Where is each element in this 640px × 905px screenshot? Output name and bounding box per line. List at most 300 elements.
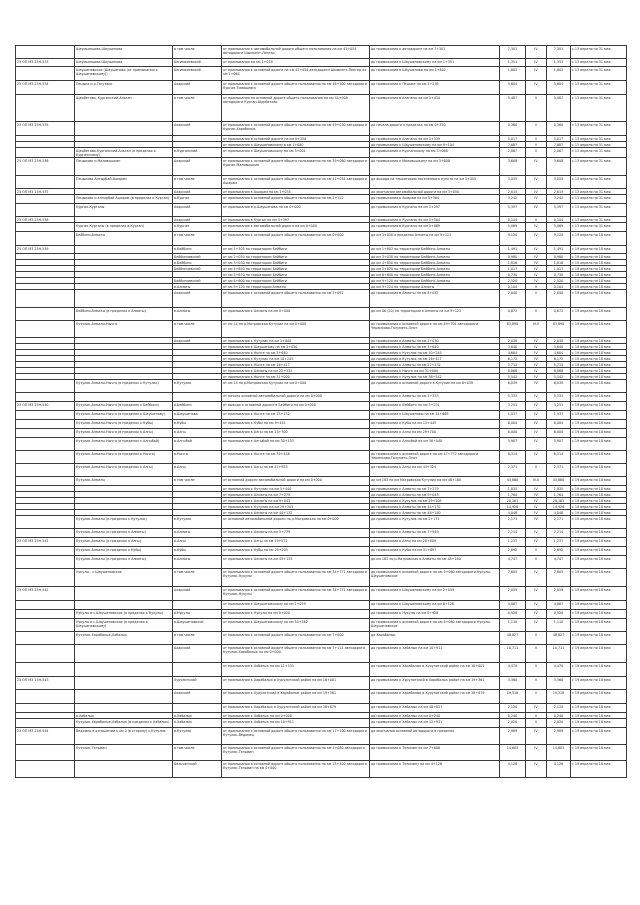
- restriction-period-cell: с 13 апреля по 31 мая: [571, 46, 627, 59]
- restriction-period-cell: с 19 апреля по 18 мая: [571, 728, 627, 745]
- section-end-cell: до примыкания к Алматы на км 2+030: [370, 338, 500, 344]
- section-end-cell: до примыкания к Алматы на км 7+279: [370, 486, 500, 492]
- length-total-cell: 6,004: [500, 420, 526, 429]
- restriction-period-cell: с 19 апреля по 18 мая: [571, 321, 627, 338]
- section-end-cell: до примыкания к Бейбиги на км 3+251: [370, 402, 500, 411]
- road-category-cell: IV: [526, 350, 547, 356]
- section-start-cell: от примыкания к основной дороге общего пользования на км 7+111 автодороги Кутулик-Харабалык на км 0+000: [222, 645, 370, 663]
- table-row: [16, 158, 627, 176]
- restricted-length-cell: 1,537: [547, 411, 571, 420]
- section-end-cell: до примыкания к Нукулы на км 0+928: [370, 610, 500, 619]
- district-cell: в том числе: [173, 745, 222, 761]
- road-code-cell: [16, 529, 75, 538]
- section-end-cell: до примыкания к Алматы на км 7+949: [370, 529, 500, 538]
- table-row: [16, 477, 627, 486]
- road-code-cell: 25 ОП МЗ 25Н-544: [16, 728, 75, 745]
- section-end-cell: до примыкания в Алаганы на км 5+339: [370, 136, 500, 142]
- section-start-cell: от примыкания к Алматы на км 43+133: [222, 556, 370, 569]
- road-category-cell: IV: [526, 176, 547, 189]
- district-cell: Ахарский: [173, 189, 222, 195]
- section-end-cell: до примыкания к Шаушеновскому на км 2+059: [370, 587, 500, 601]
- restricted-length-cell: 0,672: [547, 308, 571, 321]
- road-code-cell: [16, 67, 75, 81]
- district-cell: в том числе: [173, 477, 222, 486]
- restricted-length-cell: 2,171: [547, 516, 571, 529]
- restriction-period-cell: с 19 апреля по 18 мая: [571, 610, 627, 619]
- length-total-cell: 14,928: [500, 504, 526, 510]
- section-start-cell: от примыкания к Алматы на км 22+132: [222, 368, 370, 374]
- section-end-cell: до примыкания к Курганскому на км 5+068: [370, 148, 500, 158]
- road-category-cell: IV: [526, 158, 547, 176]
- road-category-cell: IV: [526, 223, 547, 232]
- restricted-length-cell: 2,520: [547, 278, 571, 284]
- restriction-period-cell: с 19 апреля по 18 мая: [571, 510, 627, 516]
- district-cell: [173, 663, 222, 677]
- road-code-cell: [16, 438, 75, 451]
- district-cell: Ахарский: [173, 690, 222, 704]
- road-category-cell: V: [526, 95, 547, 122]
- road-name-cell: Ведомец в отношении к км 0 (в сторону) с.Кутулик: [75, 728, 173, 745]
- length-total-cell: 4,048: [500, 510, 526, 516]
- length-total-cell: 3,055: [500, 176, 526, 189]
- length-total-cell: 5,604: [500, 81, 526, 95]
- restricted-length-cell: 10,711: [547, 645, 571, 663]
- road-category-cell: IV: [526, 59, 547, 67]
- road-category-cell: IV: [526, 380, 547, 393]
- road-code-cell: [16, 232, 75, 246]
- length-total-cell: 5,542: [500, 374, 526, 380]
- restricted-length-cell: 3,360: [547, 677, 571, 690]
- table-row: [16, 59, 627, 67]
- section-start-cell: от км 4+850 по территории Бейбиги: [222, 266, 370, 272]
- road-name-cell: Кутулик-Харабалык-Хабалык: [75, 632, 173, 645]
- restricted-length-cell: 7,687: [547, 142, 571, 148]
- road-name-cell: Кутулик-Алматы (в пределах к Кубы): [75, 547, 173, 556]
- restriction-period-cell: с 19 апреля по 18 мая: [571, 587, 627, 601]
- road-name-cell: Кутулик-Алматы-Нычга: [75, 321, 173, 338]
- district-cell: в.Кутулик: [173, 380, 222, 393]
- section-end-cell: до примыкания к Кутулик на км 2+171: [370, 516, 500, 529]
- road-category-cell: IV: [526, 420, 547, 429]
- table-row: [16, 420, 627, 429]
- road-code-cell: [16, 477, 75, 486]
- restriction-period-cell: с 19 апреля по 18 мая: [571, 350, 627, 356]
- district-cell: в.Шаушеновское: [173, 619, 222, 632]
- road-category-cell: V: [526, 142, 547, 148]
- district-cell: в.Курган: [173, 223, 222, 232]
- district-cell: в.Курганский: [173, 148, 222, 158]
- road-name-cell: Кутулик-Алматы (в пределах к Алматы): [75, 556, 173, 569]
- length-total-cell: 2,030: [500, 338, 526, 344]
- table-row: [16, 223, 627, 232]
- length-total-cell: 1,835: [500, 486, 526, 492]
- table-row: [16, 719, 627, 728]
- section-start-cell: от примыкания на основной дороге общего пользования на км 44+909 автодороги Курган-Щербетово: [222, 95, 370, 122]
- restriction-period-cell: с 19 апреля по 18 мая: [571, 529, 627, 538]
- restricted-length-cell: 9,120: [547, 232, 571, 246]
- restriction-period-cell: с 13 апреля по 31 мая: [571, 204, 627, 217]
- restriction-period-cell: с 19 апреля по 18 мая: [571, 402, 627, 411]
- restriction-period-cell: с 19 апреля по 18 мая: [571, 477, 627, 486]
- restriction-period-cell: с 13 апреля по 31 мая: [571, 176, 627, 189]
- length-total-cell: 0,104: [500, 217, 526, 223]
- section-end-cell: до примыкания к Харабалык в Хурулитский район на км 16+001: [370, 663, 500, 677]
- table-row: [16, 704, 627, 713]
- restriction-period-cell: с 19 апреля по 18 мая: [571, 492, 627, 498]
- table-row: [16, 601, 627, 610]
- road-category-cell: IV: [526, 362, 547, 368]
- restriction-period-cell: с 19 апреля по 18 мая: [571, 438, 627, 451]
- road-name-cell: [75, 677, 173, 690]
- length-total-cell: 6,039: [500, 380, 526, 393]
- road-name-cell: Кутулик-Алматы-Нычга (в пределах к Кутулик): [75, 380, 173, 393]
- restricted-length-cell: 7,301: [547, 46, 571, 59]
- restricted-length-cell: 6,172: [547, 356, 571, 362]
- section-end-cell: до примыкания к Хабалык на км 48+827: [370, 704, 500, 713]
- length-total-cell: 0,730: [500, 272, 526, 278]
- length-total-cell: 0,980: [500, 254, 526, 260]
- road-category-cell: V: [526, 464, 547, 477]
- section-end-cell: до км 3+050 в пределах Алматы на км 9+121: [370, 232, 500, 246]
- restriction-period-cell: с 19 апреля по 18 мая: [571, 704, 627, 713]
- road-code-cell: [16, 704, 75, 713]
- restricted-length-cell: 1,110: [547, 619, 571, 632]
- road-category-cell: V: [526, 677, 547, 690]
- section-end-cell: до примыкания к Кутулик на км 29+205: [370, 498, 500, 504]
- road-category-cell: V: [526, 632, 547, 645]
- section-end-cell: до примыкания к Шаушеновскому на км 1+351: [370, 59, 500, 67]
- length-total-cell: 4,604: [500, 350, 526, 356]
- restriction-period-cell: с 13 апреля по 31 мая: [571, 136, 627, 142]
- road-category-cell: IV: [526, 411, 547, 420]
- road-category-cell: V: [526, 284, 547, 290]
- road-category-cell: IV: [526, 402, 547, 411]
- restricted-length-cell: 0,730: [547, 272, 571, 278]
- restriction-period-cell: с 19 апреля по 18 мая: [571, 690, 627, 704]
- length-total-cell: 0,928: [500, 610, 526, 619]
- district-cell: Ахарский: [173, 81, 222, 95]
- table-row: [16, 380, 627, 393]
- section-end-cell: до окончания автомобильной дороги на км 3+050: [370, 189, 500, 195]
- section-start-cell: от примыкания в р.Шаушенова на км 0+000: [222, 204, 370, 217]
- section-end-cell: до примыкания к Алматы на км 9+043: [370, 492, 500, 498]
- section-start-cell: от примыкания к Хурулитский в Харабалык район на км 19+361: [222, 690, 370, 704]
- restricted-length-cell: 6,004: [547, 420, 571, 429]
- road-name-cell: Кутулик-Алматы (в пределах к Алгы): [75, 538, 173, 547]
- restricted-length-cell: 0,980: [547, 254, 571, 260]
- section-end-cell: до примыкания к Шаушеновскому на км 9+104: [370, 142, 500, 148]
- road-name-cell: [75, 393, 173, 402]
- section-end-cell: до примыкания к Кутулик на км 10+245: [370, 350, 500, 356]
- road-category-cell: IV: [526, 569, 547, 587]
- district-cell: в том числе: [173, 176, 222, 189]
- section-end-cell: до примыкания к Пецыке на км 5+276: [370, 81, 500, 95]
- restricted-length-cell: 6,039: [547, 380, 571, 393]
- length-total-cell: 1,491: [500, 246, 526, 254]
- section-start-cell: от примыкания к основной дороге общего пользования на км 41+054 автодороги Ашарам: [222, 176, 370, 189]
- road-category-cell: IV: [526, 486, 547, 492]
- section-start-cell: от примыкания к Кутулик на км 1+000: [222, 338, 370, 344]
- road-code-cell: 25 ОП МЗ 25Н-538: [16, 217, 75, 223]
- restriction-period-cell: с 13 апреля по 31 мая: [571, 189, 627, 195]
- restricted-length-cell: 48,827: [547, 632, 571, 645]
- road-register-table: [15, 45, 627, 778]
- section-end-cell: до примыкания к Шаушеновскому на км 6+126: [370, 601, 500, 610]
- section-end-cell: до примыкания к Алматы на км 5+640: [370, 344, 500, 350]
- road-category-cell: IV: [526, 510, 547, 516]
- restriction-period-cell: с 19 апреля по 18 мая: [571, 344, 627, 350]
- district-cell: в том числе: [173, 321, 222, 338]
- district-cell: Ахарский: [173, 158, 222, 176]
- length-total-cell: 0,360: [500, 122, 526, 136]
- restriction-period-cell: с 13 апреля по 31 мая: [571, 95, 627, 122]
- road-category-cell: IV: [526, 46, 547, 59]
- length-total-cell: 1,764: [500, 492, 526, 498]
- length-total-cell: 7,687: [500, 142, 526, 148]
- length-total-cell: 1,802: [500, 67, 526, 81]
- table-row: [16, 204, 627, 217]
- section-end-cell: до примыкания в основной дороге в Кутулик на км 6+039: [370, 380, 500, 393]
- restriction-period-cell: с 19 апреля по 18 мая: [571, 260, 627, 266]
- road-name-cell: Кутулик-Тельмин: [75, 745, 173, 761]
- section-start-cell: от примыкания к Нукулы на км 0+000: [222, 610, 370, 619]
- road-code-cell: [16, 451, 75, 464]
- road-name-cell: [75, 290, 173, 308]
- section-start-cell: от примыкания к основной дороге общего пользования на км 5+092: [222, 290, 370, 308]
- road-category-cell: IV: [526, 254, 547, 260]
- road-code-cell: [16, 308, 75, 321]
- restricted-length-cell: 2,120: [547, 704, 571, 713]
- table-row: [16, 246, 627, 254]
- road-category-cell: IV: [526, 529, 547, 538]
- road-code-cell: [16, 176, 75, 189]
- section-start-cell: от примыкания к Алматы на км 7+279: [222, 492, 370, 498]
- section-start-cell: от примыкания к Хабалык на км 10+911: [222, 719, 370, 728]
- section-start-cell: от примыкания к Харабалык в Хурулитский район на км 38+879: [222, 704, 370, 713]
- section-start-cell: от примыкания к основной дороге на км 41+054 автодороги Шымкент-Ленгер на км 1+064: [222, 67, 370, 81]
- district-cell: Ахарский: [173, 587, 222, 601]
- district-cell: Бельчанский: [173, 761, 222, 778]
- district-cell: в.Хабалык: [173, 713, 222, 719]
- restricted-length-cell: 5,069: [547, 223, 571, 232]
- section-start-cell: от примыкания к основной дороге общего пользования на км 7+000: [222, 632, 370, 645]
- restriction-period-cell: с 19 апреля по 18 мая: [571, 232, 627, 246]
- section-start-cell: от основной дороги автомобильной дороги на км 0+000: [222, 477, 370, 486]
- table-row: [16, 632, 627, 645]
- restriction-period-cell: с 19 апреля по 18 мая: [571, 538, 627, 547]
- restriction-period-cell: с 13 апреля по 31 мая: [571, 195, 627, 204]
- road-category-cell: V: [526, 645, 547, 663]
- road-category-cell: IV: [526, 266, 547, 272]
- section-start-cell: от примыкания к Харабалык в Хурулитский район на км 16+001: [222, 677, 370, 690]
- restriction-period-cell: с 19 апреля по 18 мая: [571, 356, 627, 362]
- section-end-cell: до примыкания в Курганы на км 5+069: [370, 223, 500, 232]
- district-cell: в.Алматы: [173, 529, 222, 538]
- road-category-cell: IV: [526, 393, 547, 402]
- length-total-cell: 83,890: [500, 321, 526, 338]
- section-start-cell: от примыкания к Ашарам на км 1+035: [222, 189, 370, 195]
- road-code-cell: [16, 619, 75, 632]
- restricted-length-cell: 2,692: [547, 547, 571, 556]
- road-category-cell: IV: [526, 538, 547, 547]
- length-total-cell: 4,067: [500, 601, 526, 610]
- length-total-cell: 3,251: [500, 402, 526, 411]
- length-total-cell: 5,397: [500, 204, 526, 217]
- road-code-cell: [16, 321, 75, 338]
- district-cell: Бейбигиевский: [173, 278, 222, 284]
- length-total-cell: 3,640: [500, 344, 526, 350]
- district-cell: Ахарский: [173, 204, 222, 217]
- section-end-cell: до примыкания к Тельмину на км 4+126: [370, 761, 500, 778]
- restricted-length-cell: 3,608: [547, 158, 571, 176]
- length-total-cell: 14,603: [500, 745, 526, 761]
- restricted-length-cell: 8,314: [547, 451, 571, 464]
- section-start-cell: от км 5+870 по территории Бейбиги: [222, 272, 370, 278]
- section-start-cell: от км 14 по р.Матровская Кутулик на км 0+000: [222, 321, 370, 338]
- section-start-cell: от примыкания к Алматы на км 5+779: [222, 529, 370, 538]
- section-end-cell: до примыкания к основной дороге на км 9+060 автодороги Нукулы-Шаушеновское: [370, 619, 500, 632]
- section-start-cell: от км 3+030 по территории Бейбиги: [222, 260, 370, 266]
- road-category-cell: IV: [526, 338, 547, 344]
- restriction-period-cell: с 19 апреля по 18 мая: [571, 504, 627, 510]
- road-code-cell: [16, 719, 75, 728]
- length-total-cell: 2,520: [500, 278, 526, 284]
- restricted-length-cell: 4,126: [547, 761, 571, 778]
- road-name-cell: в.Хабалык: [75, 713, 173, 719]
- road-category-cell: IV: [526, 498, 547, 504]
- district-cell: в том числе: [173, 232, 222, 246]
- section-start-cell: от примыкания к Алматы на км 44+132: [222, 510, 370, 516]
- road-category-cell: IV-V: [526, 477, 547, 486]
- length-total-cell: 19,518: [500, 690, 526, 704]
- district-cell: [173, 704, 222, 713]
- road-name-cell: Пецыка и р.Тогузаки: [75, 81, 173, 95]
- table-body: [16, 46, 627, 778]
- road-category-cell: IV: [526, 704, 547, 713]
- length-total-cell: 2,171: [500, 516, 526, 529]
- restricted-length-cell: 3,242: [547, 195, 571, 204]
- district-cell: в.Бейбиги: [173, 246, 222, 254]
- section-start-cell: от примыкания к Алматы на км 0+000: [222, 308, 370, 321]
- length-total-cell: 3,360: [500, 677, 526, 690]
- road-code-cell: [16, 516, 75, 529]
- length-total-cell: 2,371: [500, 464, 526, 477]
- restriction-period-cell: с 13 апреля по 31 мая: [571, 81, 627, 95]
- road-code-cell: [16, 761, 75, 778]
- section-end-cell: до окончания основной автодороги в пределах: [370, 728, 500, 745]
- road-category-cell: IV: [526, 81, 547, 95]
- section-end-cell: до примыкания к автодороге на км 7+301: [370, 46, 500, 59]
- section-start-cell: от примыкания к Кутулик на км 10+245: [222, 356, 370, 362]
- section-end-cell: до примыкания к Ашарам на км 5+364: [370, 195, 500, 204]
- district-cell: Ахарский: [173, 217, 222, 223]
- restricted-length-cell: 2,214: [547, 529, 571, 538]
- district-cell: в.Нукулы: [173, 610, 222, 619]
- length-total-cell: 7,605: [500, 569, 526, 587]
- length-total-cell: 7,301: [500, 46, 526, 59]
- table-row: [16, 67, 627, 81]
- length-total-cell: 5,907: [500, 438, 526, 451]
- district-cell: Ахарский: [173, 290, 222, 308]
- section-start-cell: от примыкания в основной дороге на км 0+350: [222, 136, 370, 142]
- table-row: [16, 690, 627, 704]
- length-total-cell: 5,715: [500, 362, 526, 368]
- document-sheet: [15, 45, 626, 901]
- section-start-cell: от примыкания к основной дороге общего пользования на км 46+500 автодороги Курган-Тимашевск: [222, 81, 370, 95]
- length-total-cell: 2,840: [500, 290, 526, 308]
- restricted-length-cell: 2,030: [547, 338, 571, 344]
- road-code-cell: [16, 569, 75, 587]
- road-code-cell: [16, 645, 75, 663]
- restricted-length-cell: 5,487: [547, 95, 571, 122]
- table-row: [16, 81, 627, 95]
- restricted-length-cell: 5,333: [547, 393, 571, 402]
- restricted-length-cell: 2,840: [547, 290, 571, 308]
- road-name-cell: Курган-Курганы (в пределах в.Курган): [75, 223, 173, 232]
- road-name-cell: Кутулик-Харабалык-Хабалык (в пределах к Хабалык): [75, 719, 173, 728]
- road-code-cell: [16, 429, 75, 438]
- road-category-cell: V: [526, 690, 547, 704]
- table-row: [16, 556, 627, 569]
- restricted-length-cell: 20,161: [547, 498, 571, 504]
- restricted-length-cell: 0,928: [547, 610, 571, 619]
- table-row: [16, 745, 627, 761]
- length-total-cell: 1,351: [500, 59, 526, 67]
- road-code-cell: 25 ОП МЗ 25Н-533: [16, 59, 75, 67]
- road-code-cell: [16, 46, 75, 59]
- section-end-cell: до примыкания к Алгы на км 29+700: [370, 429, 500, 438]
- restriction-period-cell: с 19 апреля по 18 мая: [571, 486, 627, 492]
- district-cell: Ахарский: [173, 645, 222, 663]
- length-total-cell: 2,989: [500, 728, 526, 745]
- restriction-period-cell: с 13 апреля по 31 мая: [571, 217, 627, 223]
- length-total-cell: 1,017: [500, 266, 526, 272]
- restriction-period-cell: с 19 апреля по 18 мая: [571, 362, 627, 368]
- road-category-cell: IV: [526, 189, 547, 195]
- section-start-cell: от км 1+305 по территории Бейбиги: [222, 246, 370, 254]
- road-category-cell: IV: [526, 429, 547, 438]
- restriction-period-cell: с 19 апреля по 18 мая: [571, 745, 627, 761]
- length-total-cell: 8,868: [500, 368, 526, 374]
- restricted-length-cell: 2,020: [547, 719, 571, 728]
- restricted-length-cell: 1,835: [547, 486, 571, 492]
- district-cell: Бейбигиевский: [173, 266, 222, 272]
- restriction-period-cell: с 19 апреля по 18 мая: [571, 338, 627, 344]
- road-name-cell: Шаумьянцова-Шаушенова: [75, 46, 173, 59]
- section-end-cell: до примыкания к Кубы на км 15+445: [370, 420, 500, 429]
- table-row: [16, 232, 627, 246]
- length-total-cell: 2,059: [500, 587, 526, 601]
- road-name-cell: Щербетово, Курганский-Алаган: [75, 95, 173, 122]
- road-category-cell: IV: [526, 272, 547, 278]
- road-name-cell: [75, 690, 173, 704]
- road-code-cell: [16, 610, 75, 619]
- road-code-cell: [16, 663, 75, 677]
- section-end-cell: до выхода на территорию населенного пункта на км 3+055: [370, 176, 500, 189]
- district-cell: Ахарский: [173, 338, 222, 344]
- section-start-cell: от примыкания к основной дороге общего пользования на км 4+080 автодороги Кутулик-Тельмин: [222, 745, 370, 761]
- table-row: [16, 547, 627, 556]
- restricted-length-cell: 4,067: [547, 601, 571, 610]
- road-name-cell: [75, 601, 173, 610]
- length-total-cell: 1,237: [500, 538, 526, 547]
- section-start-cell: от примыкания к Алгыбай на км 30+133: [222, 438, 370, 451]
- length-total-cell: 5,017: [500, 136, 526, 142]
- restriction-period-cell: с 19 апреля по 18 мая: [571, 290, 627, 308]
- road-category-cell: IV-V: [526, 321, 547, 338]
- section-start-cell: от примыкания к Алгы на км 23+700: [222, 429, 370, 438]
- section-end-cell: до примыкания к Алматы на км 22+132: [370, 362, 500, 368]
